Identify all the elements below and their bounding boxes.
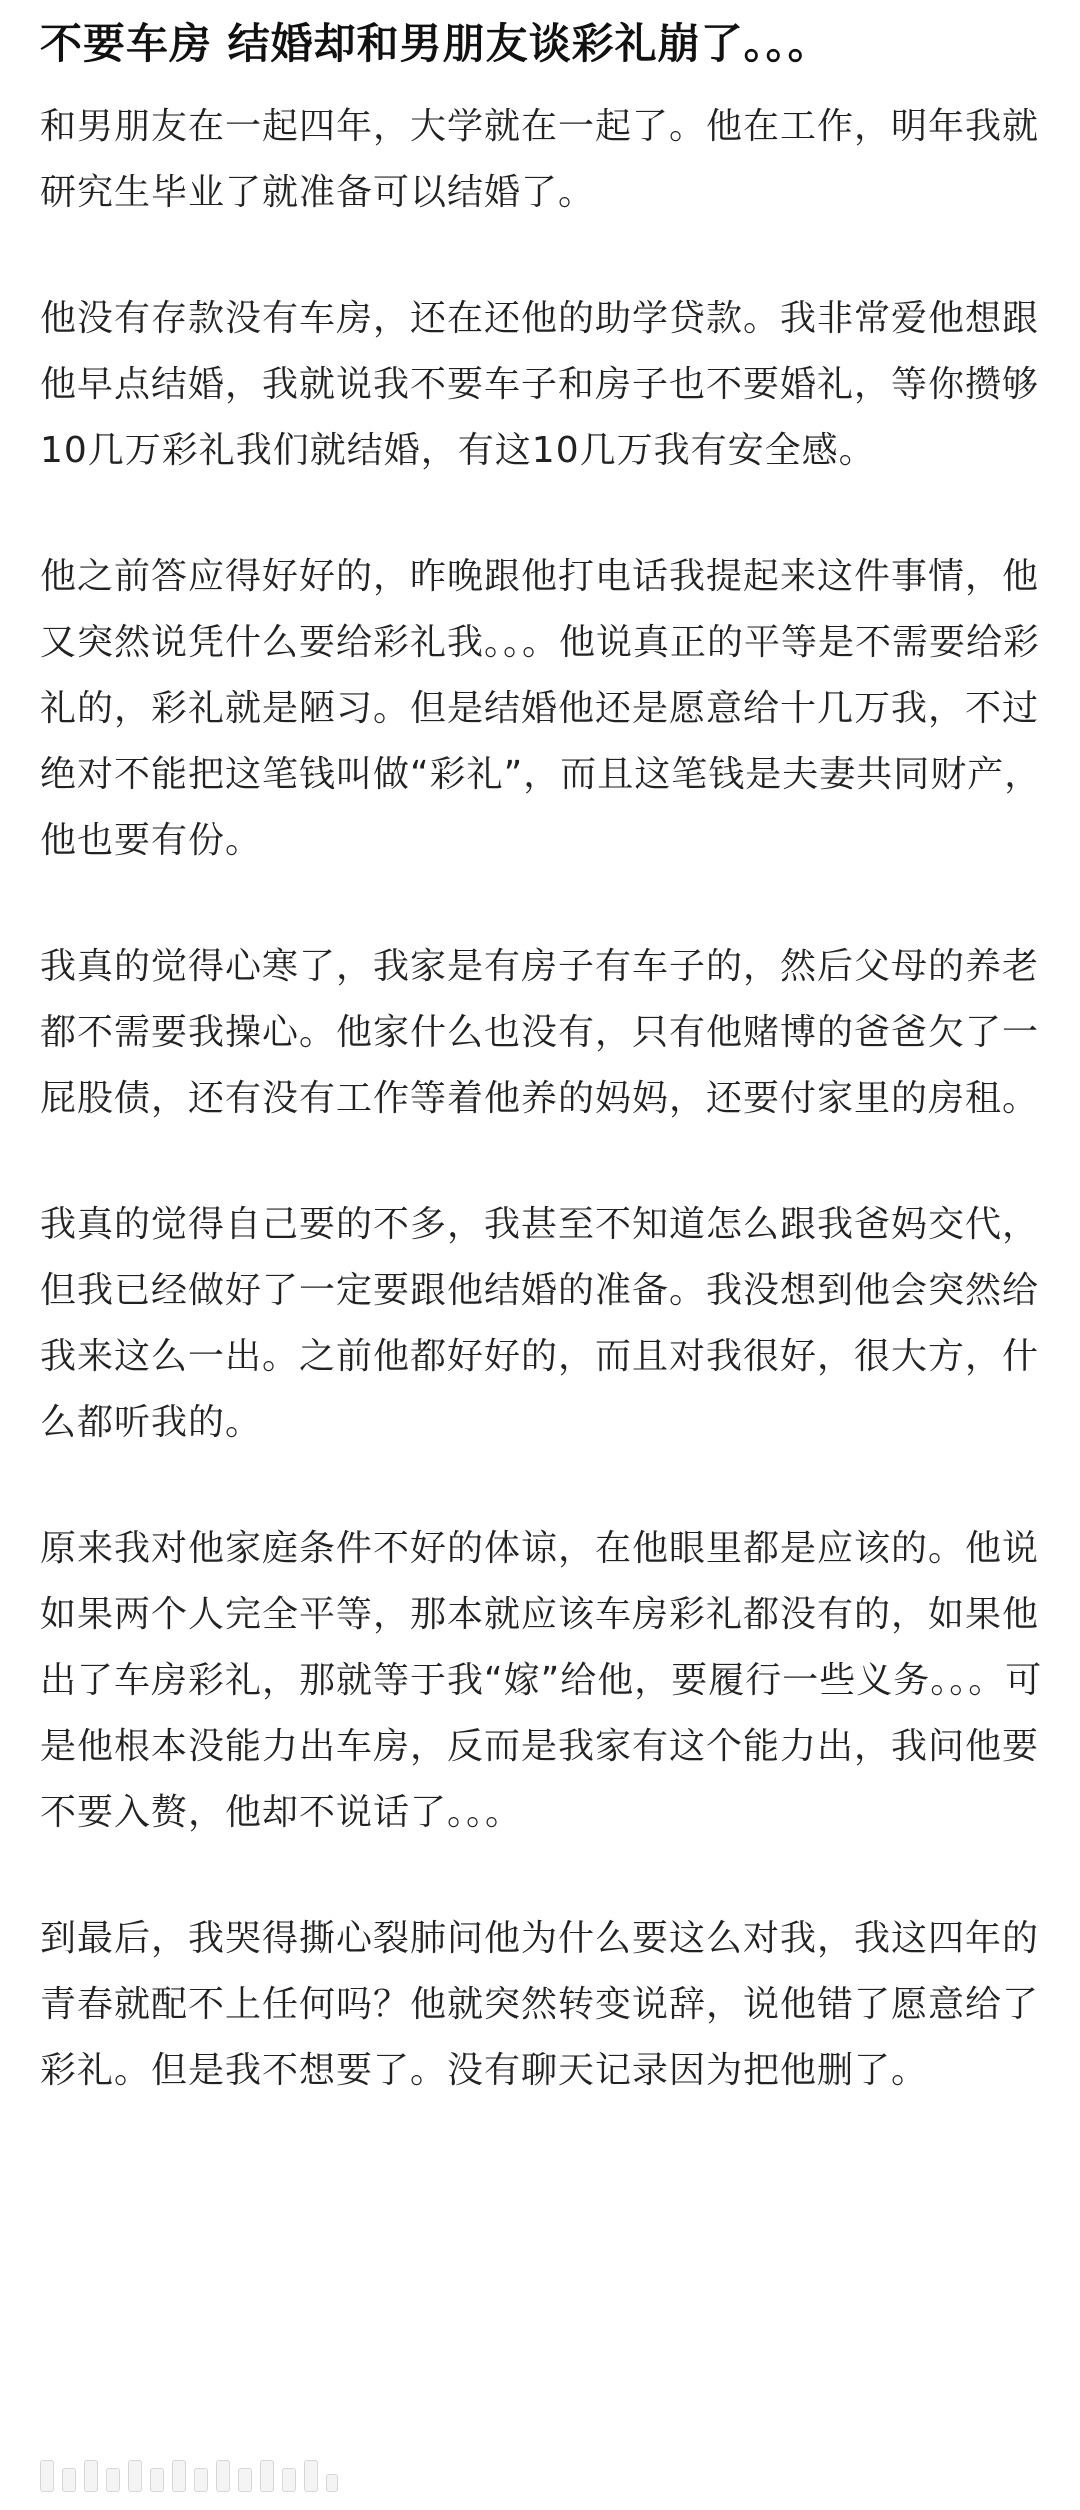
watermark-mark [172,2460,186,2492]
watermark-mark [62,2468,76,2492]
post-body [40,94,1050,2104]
paragraph-1: 和男朋友在一起四年，大学就在一起了。他在工作，明年我就研究生毕业了就准备可以结婚了。 [40,106,1040,213]
watermark-mark [304,2460,318,2492]
paragraph-3: 他之前答应得好好的，昨晚跟他打电话我提起来这件事情，他又突然说凭什么要给彩礼我。。。他说真正的平等是不需要给彩礼的，彩礼就是陋习。但是结婚他还是愿意给十几万我，不过绝对不能把这笔钱叫做“彩礼”，而且这笔钱是夫妻共同财产，他也要有份。 [40,556,1042,861]
watermark-mark [238,2468,252,2492]
paragraph-2: 他没有存款没有车房，还在还他的助学贷款。我非常爱他想跟他早点结婚，我就说我不要车子和房子也不要婚礼，等你攒够10几万彩礼我们就结婚，有这10几万我有安全感。 [40,298,1040,471]
watermark-mark [40,2460,54,2492]
watermark-mark [282,2468,296,2492]
paragraph-6: 原来我对他家庭条件不好的体谅，在他眼里都是应该的。他说如果两个人完全平等，那本就应该车房彩礼都没有的，如果他出了车房彩礼，那就等于我“嫁”给他，要履行一些义务。。。可是他根本没能力出车房，反而是我家有这个能力出，我问他要不要入赘，他却不说话了。。。 [40,1528,1043,1833]
watermark-mark [84,2460,98,2492]
watermark-mark [260,2460,274,2492]
watermark [40,2460,338,2492]
watermark-mark [150,2468,164,2492]
watermark-mark [128,2460,142,2492]
post [40,0,1050,2164]
paragraph-4: 我真的觉得心寒了，我家是有房子有车子的，然后父母的养老都不需要我操心。他家什么也没有，只有他赌博的爸爸欠了一屁股债，还有没有工作等着他养的妈妈，还要付家里的房租。 [40,946,1040,1119]
watermark-mark [326,2474,338,2492]
paragraph-5: 我真的觉得自己要的不多，我甚至不知道怎么跟我爸妈交代，但我已经做好了一定要跟他结婚的准备。我没想到他会突然给我来这么一出。之前他都好好的，而且对我很好，很大方，什么都听我的。 [40,1204,1040,1443]
post-title: 不要车房 结婚却和男朋友谈彩礼崩了。。。 [40,19,831,68]
watermark-mark [216,2460,230,2492]
watermark-mark [194,2468,208,2492]
watermark-mark [106,2468,120,2492]
paragraph-7: 到最后，我哭得撕心裂肺问他为什么要这么对我，我这四年的青春就配不上任何吗？他就突然转变说辞，说他错了愿意给了彩礼。但是我不想要了。没有聊天记录因为把他删了。 [40,1918,1040,2091]
